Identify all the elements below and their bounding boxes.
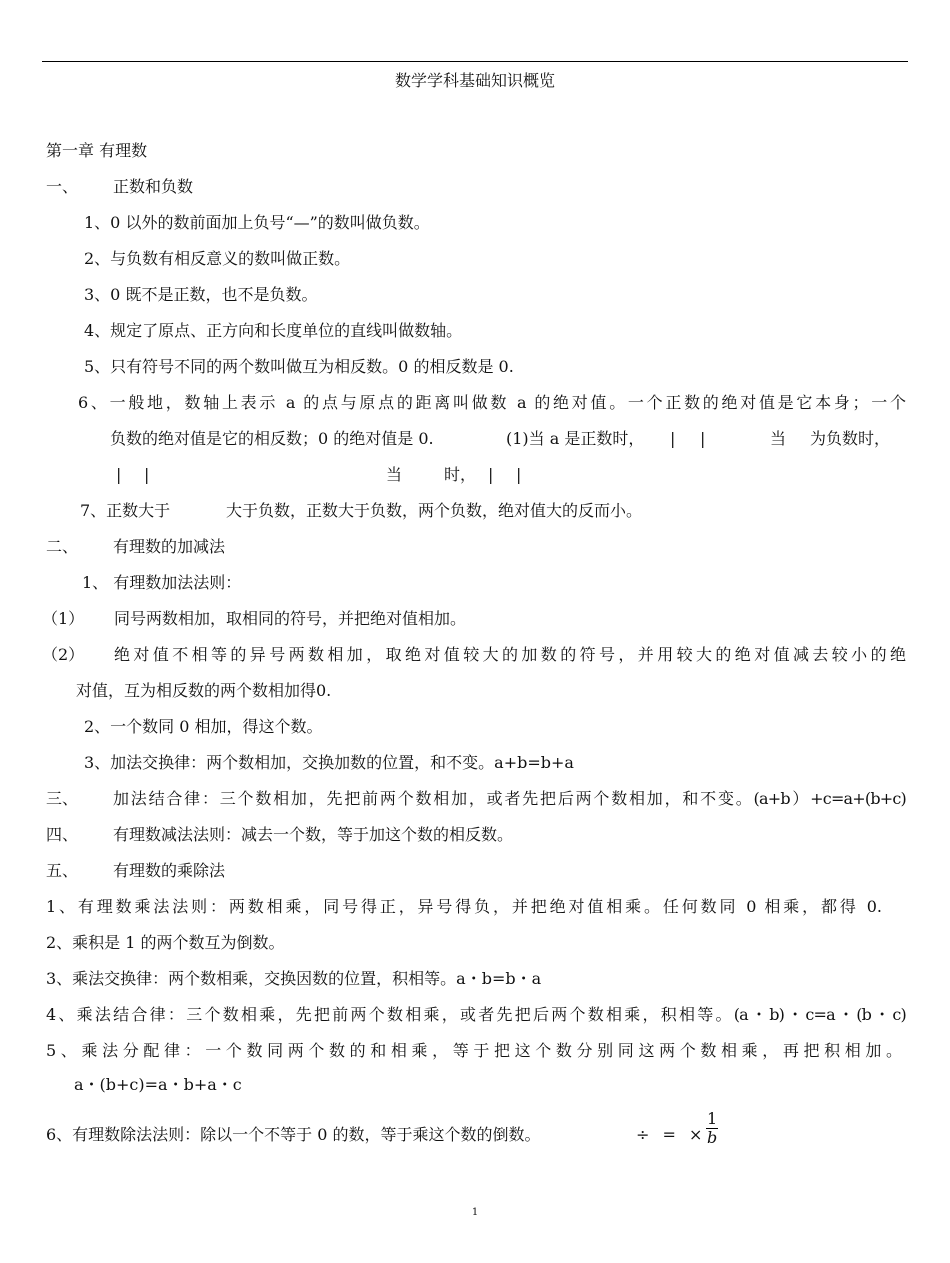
s2-item-3: 3、加法交换律：两个数相加，交换加数的位置，和不变。a+b=b+a <box>84 753 574 772</box>
s5-item-1: 1、有理数乘法法则：两数相乘，同号得正，异号得负，并把绝对值相乘。任何数同 0 相乘，都得 0. <box>46 897 882 916</box>
s1-item-6-line-2b: (1)当 a 是正数时， <box>506 429 645 448</box>
abs-bar-right-2: | <box>144 465 150 484</box>
section-2-number: 二、 <box>46 537 79 556</box>
abs-bar-right-3: | <box>516 465 522 484</box>
s1-item-6-line-2a: 负数的绝对值是它的相反数；0 的绝对值是 0. <box>110 429 434 448</box>
section-3-text: 加法结合律：三个数相加，先把前两个数相加，或者先把后两个数相加，和不变。(a+b）+c=a+(b+c) <box>113 789 906 808</box>
s2-rule-2-text: 绝对值不相等的异号两数相加，取绝对值较大的加数的符号，并用较大的绝对值减去较小的绝 <box>114 645 906 664</box>
abs-bar-left-2: | <box>116 465 122 484</box>
s1-item-7b: 大于负数，正数大于负数，两个负数，绝对值大的反而小。 <box>226 501 643 520</box>
s1-item-6-line-3a: 当 <box>386 465 403 484</box>
section-4-text: 有理数减法法则：减去一个数，等于加这个数的相反数。 <box>113 825 514 844</box>
s1-item-4: 4、规定了原点、正方向和长度单位的直线叫做数轴。 <box>84 321 463 340</box>
s1-item-6-line-1: 6、一般地，数轴上表示 a 的点与原点的距离叫做数 a 的绝对值。一个正数的绝对值是它本身；一个 <box>78 393 906 412</box>
section-2-heading: 有理数的加减法 <box>113 537 226 556</box>
header-rule <box>42 61 908 62</box>
s2-rule-2-number: （2） <box>42 645 85 664</box>
fraction-numerator: 1 <box>707 1109 718 1128</box>
s1-item-6-line-2d: 为负数时， <box>810 429 891 448</box>
abs-bar-left: | <box>670 429 676 448</box>
s1-item-1: 1、0 以外的数前面加上负号“—”的数叫做负数。 <box>84 213 430 232</box>
s2-rule-title: 1、 有理数加法法则： <box>82 573 242 592</box>
fraction-denominator: b <box>706 1128 718 1147</box>
s2-rule-2-cont: 对值，互为相反数的两个数相加得0. <box>76 681 332 700</box>
s1-item-6-line-2c: 当 <box>770 429 787 448</box>
s2-item-2: 2、一个数同 0 相加，得这个数。 <box>84 717 323 736</box>
page-number: 1 <box>471 1207 479 1218</box>
chapter-heading: 第一章 有理数 <box>46 141 148 160</box>
abs-bar-right: | <box>700 429 706 448</box>
s1-item-7a: 7、正数大于 <box>80 501 171 520</box>
section-3-number: 三、 <box>46 789 79 808</box>
s1-item-3: 3、0 既不是正数，也不是负数。 <box>84 285 318 304</box>
document-title: 数学学科基础知识概览 <box>394 71 555 90</box>
section-4-number: 四、 <box>46 825 79 844</box>
abs-bar-left-3: | <box>488 465 494 484</box>
s1-item-2: 2、与负数有相反意义的数叫做正数。 <box>84 249 351 268</box>
s1-item-5: 5、只有符号不同的两个数叫做互为相反数。0 的相反数是 0. <box>84 357 514 376</box>
section-5-heading: 有理数的乘除法 <box>113 861 226 880</box>
s5-item-4: 4、乘法结合律：三个数相乘，先把前两个数相乘，或者先把后两个数相乘，积相等。(a・b)・c=a・(b・c) <box>46 1005 906 1024</box>
section-5-number: 五、 <box>46 861 79 880</box>
s5-item-6: 6、有理数除法法则：除以一个不等于 0 的数，等于乘这个数的倒数。 <box>46 1125 541 1144</box>
s2-rule-1-text: 同号两数相加，取相同的符号，并把绝对值相加。 <box>114 609 467 628</box>
reciprocal-fraction <box>706 1110 718 1147</box>
s5-item-2: 2、乘积是 1 的两个数互为倒数。 <box>46 933 285 952</box>
s5-item-6-formula: ÷ = × <box>636 1125 707 1144</box>
s5-item-5: 5、乘法分配律：一个数同两个数的和相乘，等于把这个数分别同这两个数相乘，再把积相加。 <box>46 1041 902 1060</box>
s5-item-5-formula: a・(b+c)=a・b+a・c <box>74 1075 242 1094</box>
s5-item-3: 3、乘法交换律：两个数相乘，交换因数的位置，积相等。a・b=b・a <box>46 969 542 988</box>
section-1-number: 一、 <box>46 177 79 196</box>
section-1-heading: 正数和负数 <box>113 177 194 196</box>
s1-item-6-line-3b: 时， <box>444 465 477 484</box>
s2-rule-1-number: （1） <box>42 609 85 628</box>
